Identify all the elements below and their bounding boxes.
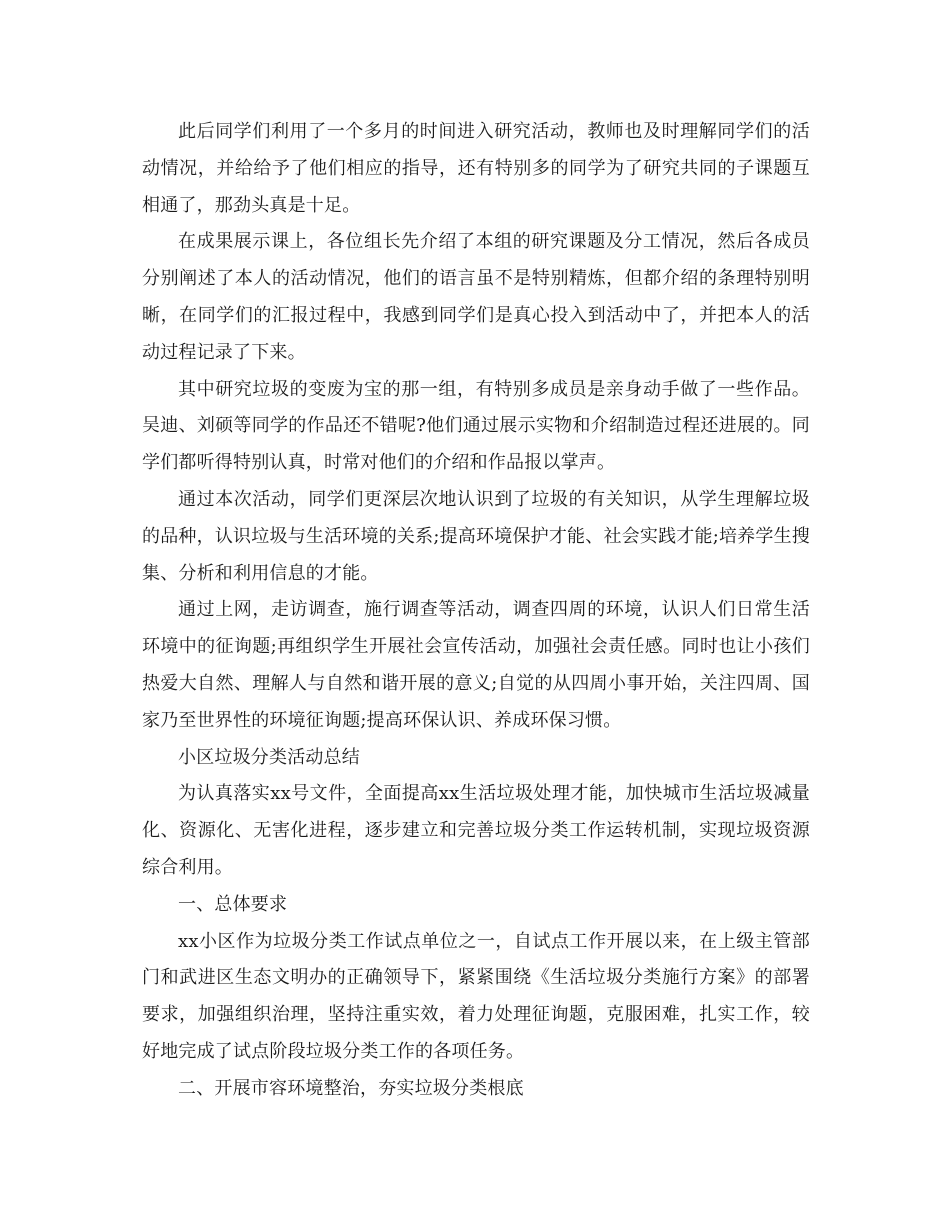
heading-general-requirements: 一、总体要求 (178, 893, 288, 915)
paragraph-activity-outcomes: 通过本次活动，同学们更深层次地认识到了垃圾的有关知识，从学生理解垃圾的品种，认识垃圾与生活环境的关系;提高环境保护才能、社会实践才能;培养学生搜集、分析和利用信息的才能。 (142, 488, 810, 584)
paragraph-results-presentation: 在成果展示课上，各位组长先介绍了本组的研究课题及分工情况，然后各成员分别阐述了本人的活动情况，他们的语言虽不是特别精炼，但都介绍的条理特别明晰，在同学们的汇报过程中，我感到同学们是真心投入到活动中了，并把本人的活动过程记录了下来。 (142, 231, 810, 363)
heading-environment-rectification: 二、开展市容环境整治，夯实垃圾分类根底 (178, 1077, 524, 1099)
section-title-community-sorting: 小区垃圾分类活动总结 (178, 746, 360, 768)
paragraph-implementation-goal: 为认真落实xx号文件，全面提高xx生活垃圾处理才能，加快城市生活垃圾减量化、资源化、无害化进程，逐步建立和完善垃圾分类工作运转机制，实现垃圾资源综合利用。 (142, 783, 810, 878)
paragraph-research-activity: 此后同学们利用了一个多月的时间进入研究活动，教师也及时理解同学们的活动情况，并给给予了他们相应的指导，还有特别多的同学为了研究共同的子课题互相通了，那劲头真是十足。 (142, 121, 810, 216)
paragraph-waste-reuse-group: 其中研究垃圾的变废为宝的那一组，有特别多成员是亲身动手做了一些作品。吴迪、刘硕等同学的作品还不错呢?他们通过展示实物和介绍制造过程还进展的。同学们都听得特别认真，时常对他们的介绍和作品报以掌声。 (142, 378, 810, 474)
document-body (142, 114, 810, 1108)
paragraph-survey-activities: 通过上网，走访调查，施行调查等活动，调查四周的环境，认识人们日常生活环境中的征询题;再组织学生开展社会宣传活动，加强社会责任感。同时也让小孩们热爱大自然、理解人与自然和谐开展的意义;自觉的从四周小事开始，关注四周、国家乃至世界性的环境征询题;提高环保认识、养成环保习惯。 (142, 599, 810, 731)
paragraph-pilot-unit: xx小区作为垃圾分类工作试点单位之一，自试点工作开展以来，在上级主管部门和武进区生态文明办的正确领导下，紧紧围绕《生活垃圾分类施行方案》的部署要求，加强组织治理，坚持注重实效，着力处理征询题，克服困难，扎实工作，较好地完成了试点阶段垃圾分类工作的各项任务。 (142, 930, 810, 1062)
